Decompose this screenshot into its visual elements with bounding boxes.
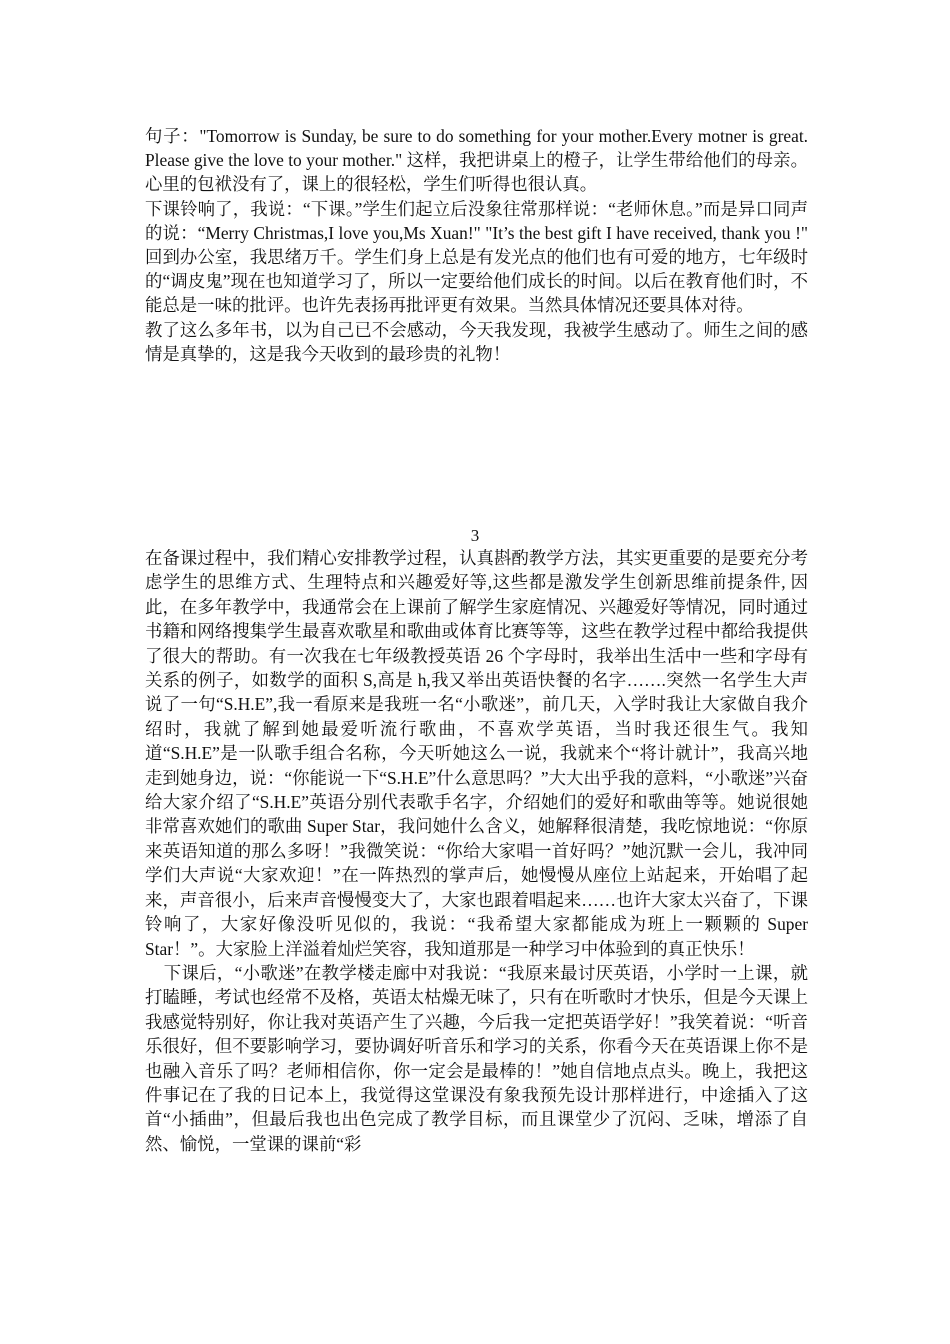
paragraph: 在备课过程中，我们精心安排教学过程，认真斟酌教学方法，其实更重要的是要充分考虑学生的思维方式、生理特点和兴趣爱好等,这些都是激发学生创新思维前提条件, 因此，在多年教学中，我通常会在上课前了解学生家庭情况、兴趣爱好等情况，同时通过书籍和网络搜集学生最喜欢歌星和歌曲或体育比赛等等，这些在教学过程中都给我提供了很大的帮助。有一次我在七年级教授英语 26 个字母时，我举出生活中一些和字母有关系的例子，如数学的面积 S,高是 h,我又举出英语快餐的名字…….突然一名学生大声说了一句“S.H.E”,我一看原来是我班一名“小歌迷”，前几天，入学时我让大家做自我介绍时，我就了解到她最爱听流行歌曲，不喜欢学英语，当时我还很生气。我知道“S.H.E”是一队歌手组合名称，今天听她这么一说，我就来个“将计就计”，我高兴地走到她身边，说：“你能说一下“S.H.E”什么意思吗？”大大出乎我的意料，“小歌迷”兴奋给大家介绍了“S.H.E”英语分别代表歌手名字，介绍她们的爱好和歌曲等等。她说很她非常喜欢她们的歌曲 Super Star，我问她什么含义，她解释很清楚，我吃惊地说：“你原来英语知道的那么多呀！”我微笑说：“你给大家唱一首好吗？”她沉默一会儿，我冲同学们大声说“大家欢迎！”在一阵热烈的掌声后，她慢慢从座位上站起来，开始唱了起来，声音很小，后来声音慢慢变大了，大家也跟着唱起来……也许大家太兴奋了，下课铃响了，大家好像没听见似的，我说：“我希望大家都能成为班上一颗颗的 Super Star！”。大家脸上洋溢着灿烂笑容，我知道那是一种学习中体验到的真正快乐！ bbox=[145, 548, 808, 959]
document-page-upper bbox=[145, 124, 808, 366]
document-page-lower bbox=[145, 546, 808, 1156]
paragraph: 教了这么多年书，以为自己已不会感动，今天我发现，我被学生感动了。师生之间的感情是真挚的，这是我今天收到的最珍贵的礼物！ bbox=[145, 319, 808, 364]
paragraph: 下课铃响了，我说：“下课。”学生们起立后没象往常那样说：“老师休息。”而是异口同声的说：“Merry Christmas,I love you,Ms Xuan!" "It’s the best gift I have received, thank you !" 回到办公室，我思绪万千。学生们身上总是有发光点的他们也有可爱的地方，七年级时的“调皮鬼”现在也知道学习了，所以一定要给他们成长的时间。以后在教育他们时，不能总是一味的批评。也许先表扬再批评更有效果。当然具体情况还要具体对待。 bbox=[145, 198, 808, 316]
paragraph: 下课后，“小歌迷”在教学楼走廊中对我说：“我原来最讨厌英语，小学时一上课，就打瞌睡，考试也经常不及格，英语太枯燥无味了，只有在听歌时才快乐，但是今天课上我感觉特别好，你让我对英语产生了兴趣，今后我一定把英语学好！”我笑着说：“听音乐很好，但不要影响学习，要协调好听音乐和学习的关系，你看今天在英语课上你不是也融入音乐了吗？老师相信你，你一定会是最棒的！”她自信地点点头。晚上，我把这件事记在了我的日记本上，我觉得这堂课没有象我预先设计那样进行，中途插入了这首“小插曲”，但最后我也出色完成了教学目标，而且课堂少了沉闷、乏味，增添了自然、愉悦，一堂课的课前“彩 bbox=[145, 962, 808, 1154]
paragraph: 句子："Tomorrow is Sunday, be sure to do something for your mother.Every motner is great. Please give the love to your mother." 这样，我把讲桌上的橙子，让学生带给他们的母亲。心里的包袱没有了，课上的很轻松，学生们听得也很认真。 bbox=[145, 126, 808, 195]
page-number: 3 bbox=[470, 526, 480, 545]
